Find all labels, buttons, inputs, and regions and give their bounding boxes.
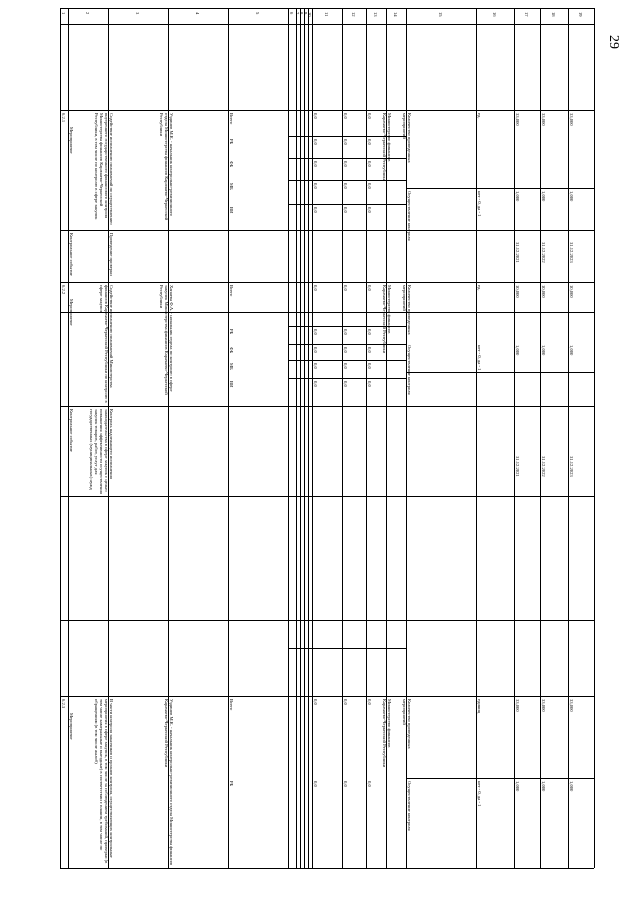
row-name: Проведение проверки [109,233,114,276]
value-col-12: 0,0 [343,183,348,189]
header-number-15: 15 [438,12,443,17]
row-name: Содействие исполнению полномочий Министерства финансов Карачаево-Черкесской Республики по контролю в сфере закупок [99,285,114,403]
indicator-unit: нет - 0, да - 1 [477,191,482,217]
row-responsible: Уздинов М.К. - начальник контрольно-ревизионного отдела Министерства финансов Карачаево-Черкесской Республики [164,699,174,866]
source-label: Всего [229,285,234,297]
value-col-12: 0,0 [343,207,348,213]
row-number: 6.2.2 [61,285,66,295]
indicator-unit: ед. [477,113,482,119]
indicator-value-18: 33,000 [541,113,546,126]
source-label: РБ [229,781,234,787]
header-number-18: 18 [551,12,556,17]
indicator-name: Количество проведенных мероприятий [402,699,412,749]
indicator-unit: нет - 0, да - 1 [477,345,482,371]
value-col-11: 0,0 [313,381,318,387]
value-col-12: 0,0 [343,285,348,291]
event-date: 31.12.2023 [569,242,574,263]
indicator-unit: нет - 0, да - 1 [477,781,482,807]
row-name: Содействие исполнению полномочий по осуществлению внутреннего государственного финансового контроля Министерства финансов Карачаево-Черкесской Республики, в том числе по контролю в сфере закупок [94,113,114,225]
value-col-11: 0,0 [313,781,318,787]
header-number-8: 8 [299,12,304,15]
value-col-11: 0,0 [313,329,318,335]
indicator-value-19: 1,000 [569,345,574,356]
row-executor: Министерство финансов Карачаево-Черкесской Республики [382,285,392,354]
header-number-4: 4 [195,12,200,15]
row-name: Контроль надлежащего исполнения законодательства в сфере закупок с целью повышения эффективности осуществления закупок товаров, работ, услуг для государственных (муниципальных) нужд [89,409,114,494]
indicator-unit: ед. [477,285,482,291]
value-col-12: 0,0 [343,329,348,335]
indicator-value-19: 1,000 [569,781,574,792]
event-date: 31.12.2023 [569,456,574,477]
event-date: 31.12.2021 [515,242,520,263]
indicator-value-17: 1,000 [515,191,520,202]
header-number-10: 10 [307,12,312,17]
value-col-13: 0,0 [367,139,372,145]
value-col-11: 0,0 [313,139,318,145]
indicator-value-17: 33,000 [515,699,520,712]
header-number-12: 12 [351,12,356,17]
value-col-13: 0,0 [367,207,372,213]
indicator-value-19: 33,000 [569,699,574,712]
page-number: 29 [606,35,621,49]
indicator-name: Осуществление контроля [407,781,412,831]
indicator-separator [406,372,594,373]
row-type: Мероприятие [69,299,74,326]
column-separator-8 [300,8,301,868]
indicator-value-18: 10,000 [541,285,546,298]
header-number-7: 7 [295,12,300,15]
row-number: 6.2.3 [61,699,66,709]
rotated-table [60,8,594,868]
row-responsible: Хапаева Ф.А. - начальник отдела по контролю в сфере закупок Министерства финансов Карачаево-Черкесской Республики [159,285,174,395]
header-number-5: 5 [255,12,260,15]
value-col-11: 0,0 [313,363,318,369]
value-col-12: 0,0 [343,113,348,119]
value-col-11: 0,0 [313,161,318,167]
row-type: Мероприятие [69,127,74,154]
indicator-value-18: 1,000 [541,781,546,792]
row-number: 6.2.1 [61,113,66,123]
row-name: В части контроля заказчиков и органов контроля, осуществляющих контрольные мероприятия в сфере закупок, в том числе за соблюдением требований, проверки (в том числе камеральные и выездные) в соответствии с планом, в том числе по обращениям (в том числе жалоб) [94,699,114,864]
value-col-13: 0,0 [367,363,372,369]
indicator-value-18: 33,000 [541,699,546,712]
header-number-11: 11 [324,12,329,17]
value-col-11: 0,0 [313,285,318,291]
row-type: Контрольное событие [69,409,74,452]
sub-row-separator [288,648,406,649]
row-type: Контрольное событие [69,233,74,276]
value-col-13: 0,0 [367,183,372,189]
column-separator-10 [308,8,309,868]
event-date: 31.12.2022 [541,456,546,477]
value-col-12: 0,0 [343,781,348,787]
value-col-13: 0,0 [367,113,372,119]
value-col-11: 0,0 [313,113,318,119]
source-label: ФБ [229,347,234,354]
indicator-value-18: 1,000 [541,191,546,202]
indicator-value-17: 33,000 [515,113,520,126]
column-separator-9 [304,8,305,868]
indicator-name: Количество проведенных мероприятий [402,113,412,163]
row-type: Мероприятие [69,713,74,740]
row-executor: Министерство финансов Карачаево-Черкесской Республики [382,113,392,182]
indicator-separator [406,188,594,189]
column-separator-6 [288,8,289,868]
header-number-6: 6 [289,12,294,15]
value-col-11: 0,0 [313,207,318,213]
source-label: МБ [229,183,234,190]
source-label: МБ [229,363,234,370]
value-col-12: 0,0 [343,381,348,387]
header-number-13: 13 [373,12,378,17]
event-date: 31.12.2021 [515,456,520,477]
indicator-separator [406,778,594,779]
source-label: ВИ [229,207,234,214]
value-col-13: 0,0 [367,329,372,335]
indicator-value-17: 1,000 [515,345,520,356]
value-col-12: 0,0 [343,161,348,167]
indicator-value-19: 1,000 [569,191,574,202]
value-col-11: 0,0 [313,347,318,353]
header-number-16: 16 [492,12,497,17]
value-col-12: 0,0 [343,699,348,705]
indicator-value-18: 1,000 [541,345,546,356]
header-number-3: 3 [135,12,140,15]
header-number-1: 1 [61,12,66,15]
event-date: 31.12.2022 [541,242,546,263]
indicator-name: Осуществление контроля [407,345,412,395]
value-col-13: 0,0 [367,781,372,787]
header-number-2: 2 [85,12,90,15]
value-col-11: 0,0 [313,183,318,189]
indicator-value-19: 33,000 [569,113,574,126]
table-border-bottom [60,868,594,869]
source-label: Всего [229,699,234,711]
source-label: РБ [229,329,234,335]
value-col-13: 0,0 [367,285,372,291]
source-label: Всего [229,113,234,125]
source-label: ВИ [229,381,234,388]
value-col-13: 0,0 [367,699,372,705]
value-col-13: 0,0 [367,161,372,167]
column-separator-7 [296,8,297,868]
source-label: ФБ [229,161,234,168]
table-border-right [594,8,595,868]
indicator-value-19: 10,000 [569,285,574,298]
header-number-19: 19 [578,12,583,17]
indicator-value-17: 10,000 [515,285,520,298]
row-responsible: Уздинов М.К. - начальник контрольно-ревизионного отдела Министерства финансов Карачаево-Черкесской Республики [159,113,174,221]
header-number-17: 17 [524,12,529,17]
indicator-name: Количество проведенных мероприятий [402,285,412,335]
value-col-13: 0,0 [367,347,372,353]
header-number-14: 14 [393,12,398,17]
header-number-9: 9 [303,12,308,15]
indicator-name: Осуществление контроля [407,191,412,241]
indicator-value-17: 1,000 [515,781,520,792]
row-executor: Министерство финансов Карачаево-Черкесской Республики [382,699,392,768]
value-col-11: 0,0 [313,699,318,705]
source-label: РБ [229,139,234,145]
value-col-12: 0,0 [343,139,348,145]
indicator-unit: единиц [477,699,482,714]
value-col-13: 0,0 [367,381,372,387]
value-col-12: 0,0 [343,347,348,353]
value-col-12: 0,0 [343,363,348,369]
sub-row-separator [288,620,406,621]
